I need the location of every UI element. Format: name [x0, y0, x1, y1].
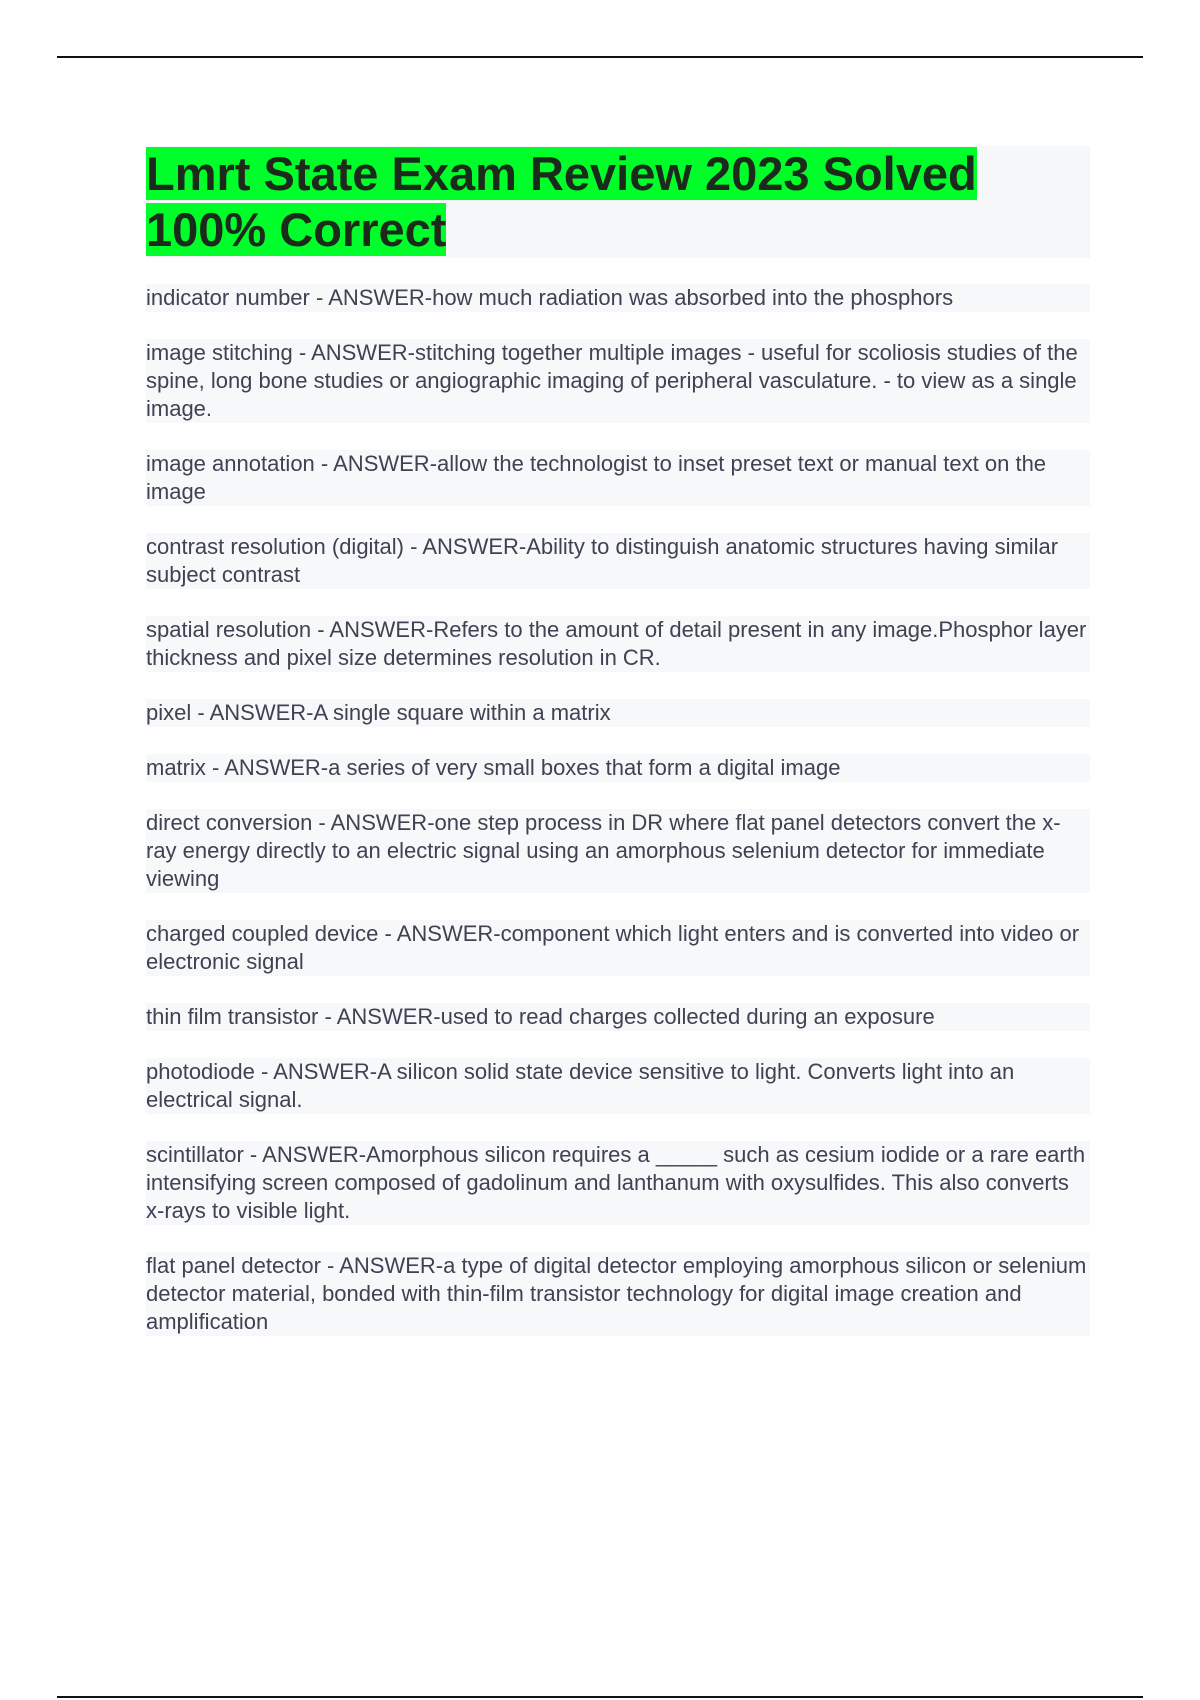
qa-entry: image stitching - ANSWER-stitching together multiple images - useful for scoliosis studies of the spine, long bone studies or angiographic imaging of peripheral vasculature. - to view as a single image.: [146, 339, 1090, 423]
qa-entry: image annotation - ANSWER-allow the technologist to inset preset text or manual text on the image: [146, 450, 1090, 506]
qa-entry: spatial resolution - ANSWER-Refers to the amount of detail present in any image.Phosphor layer thickness and pixel size determines resolution in CR.: [146, 616, 1090, 672]
qa-entry: photodiode - ANSWER-A silicon solid state device sensitive to light. Converts light into an electrical signal.: [146, 1058, 1090, 1114]
qa-entry: indicator number - ANSWER-how much radiation was absorbed into the phosphors: [146, 284, 1090, 312]
qa-entry: matrix - ANSWER-a series of very small boxes that form a digital image: [146, 754, 1090, 782]
document-body: [146, 146, 1090, 1363]
title-highlight: Lmrt State Exam Review 2023 Solved 100% Correct: [146, 147, 977, 256]
qa-entry: contrast resolution (digital) - ANSWER-Ability to distinguish anatomic structures having similar subject contrast: [146, 533, 1090, 589]
qa-entry: flat panel detector - ANSWER-a type of digital detector employing amorphous silicon or selenium detector material, bonded with thin-film transistor technology for digital image creation and amplification: [146, 1252, 1090, 1336]
qa-entry: direct conversion - ANSWER-one step process in DR where flat panel detectors convert the x-ray energy directly to an electric signal using an amorphous selenium detector for immediate viewing: [146, 809, 1090, 893]
footer-rule: [57, 1696, 1143, 1698]
qa-entry: pixel - ANSWER-A single square within a matrix: [146, 699, 1090, 727]
title-block: [146, 146, 1090, 258]
header-rule: [57, 56, 1143, 58]
qa-entry: scintillator - ANSWER-Amorphous silicon requires a _____ such as cesium iodide or a rare earth intensifying screen composed of gadolinum and lanthanum with oxysulfides. This also converts x-rays to visible light.: [146, 1141, 1090, 1225]
qa-entry: thin film transistor - ANSWER-used to read charges collected during an exposure: [146, 1003, 1090, 1031]
document-title: [146, 146, 1090, 258]
qa-entry: charged coupled device - ANSWER-component which light enters and is converted into video or electronic signal: [146, 920, 1090, 976]
qa-list: [146, 284, 1090, 1336]
